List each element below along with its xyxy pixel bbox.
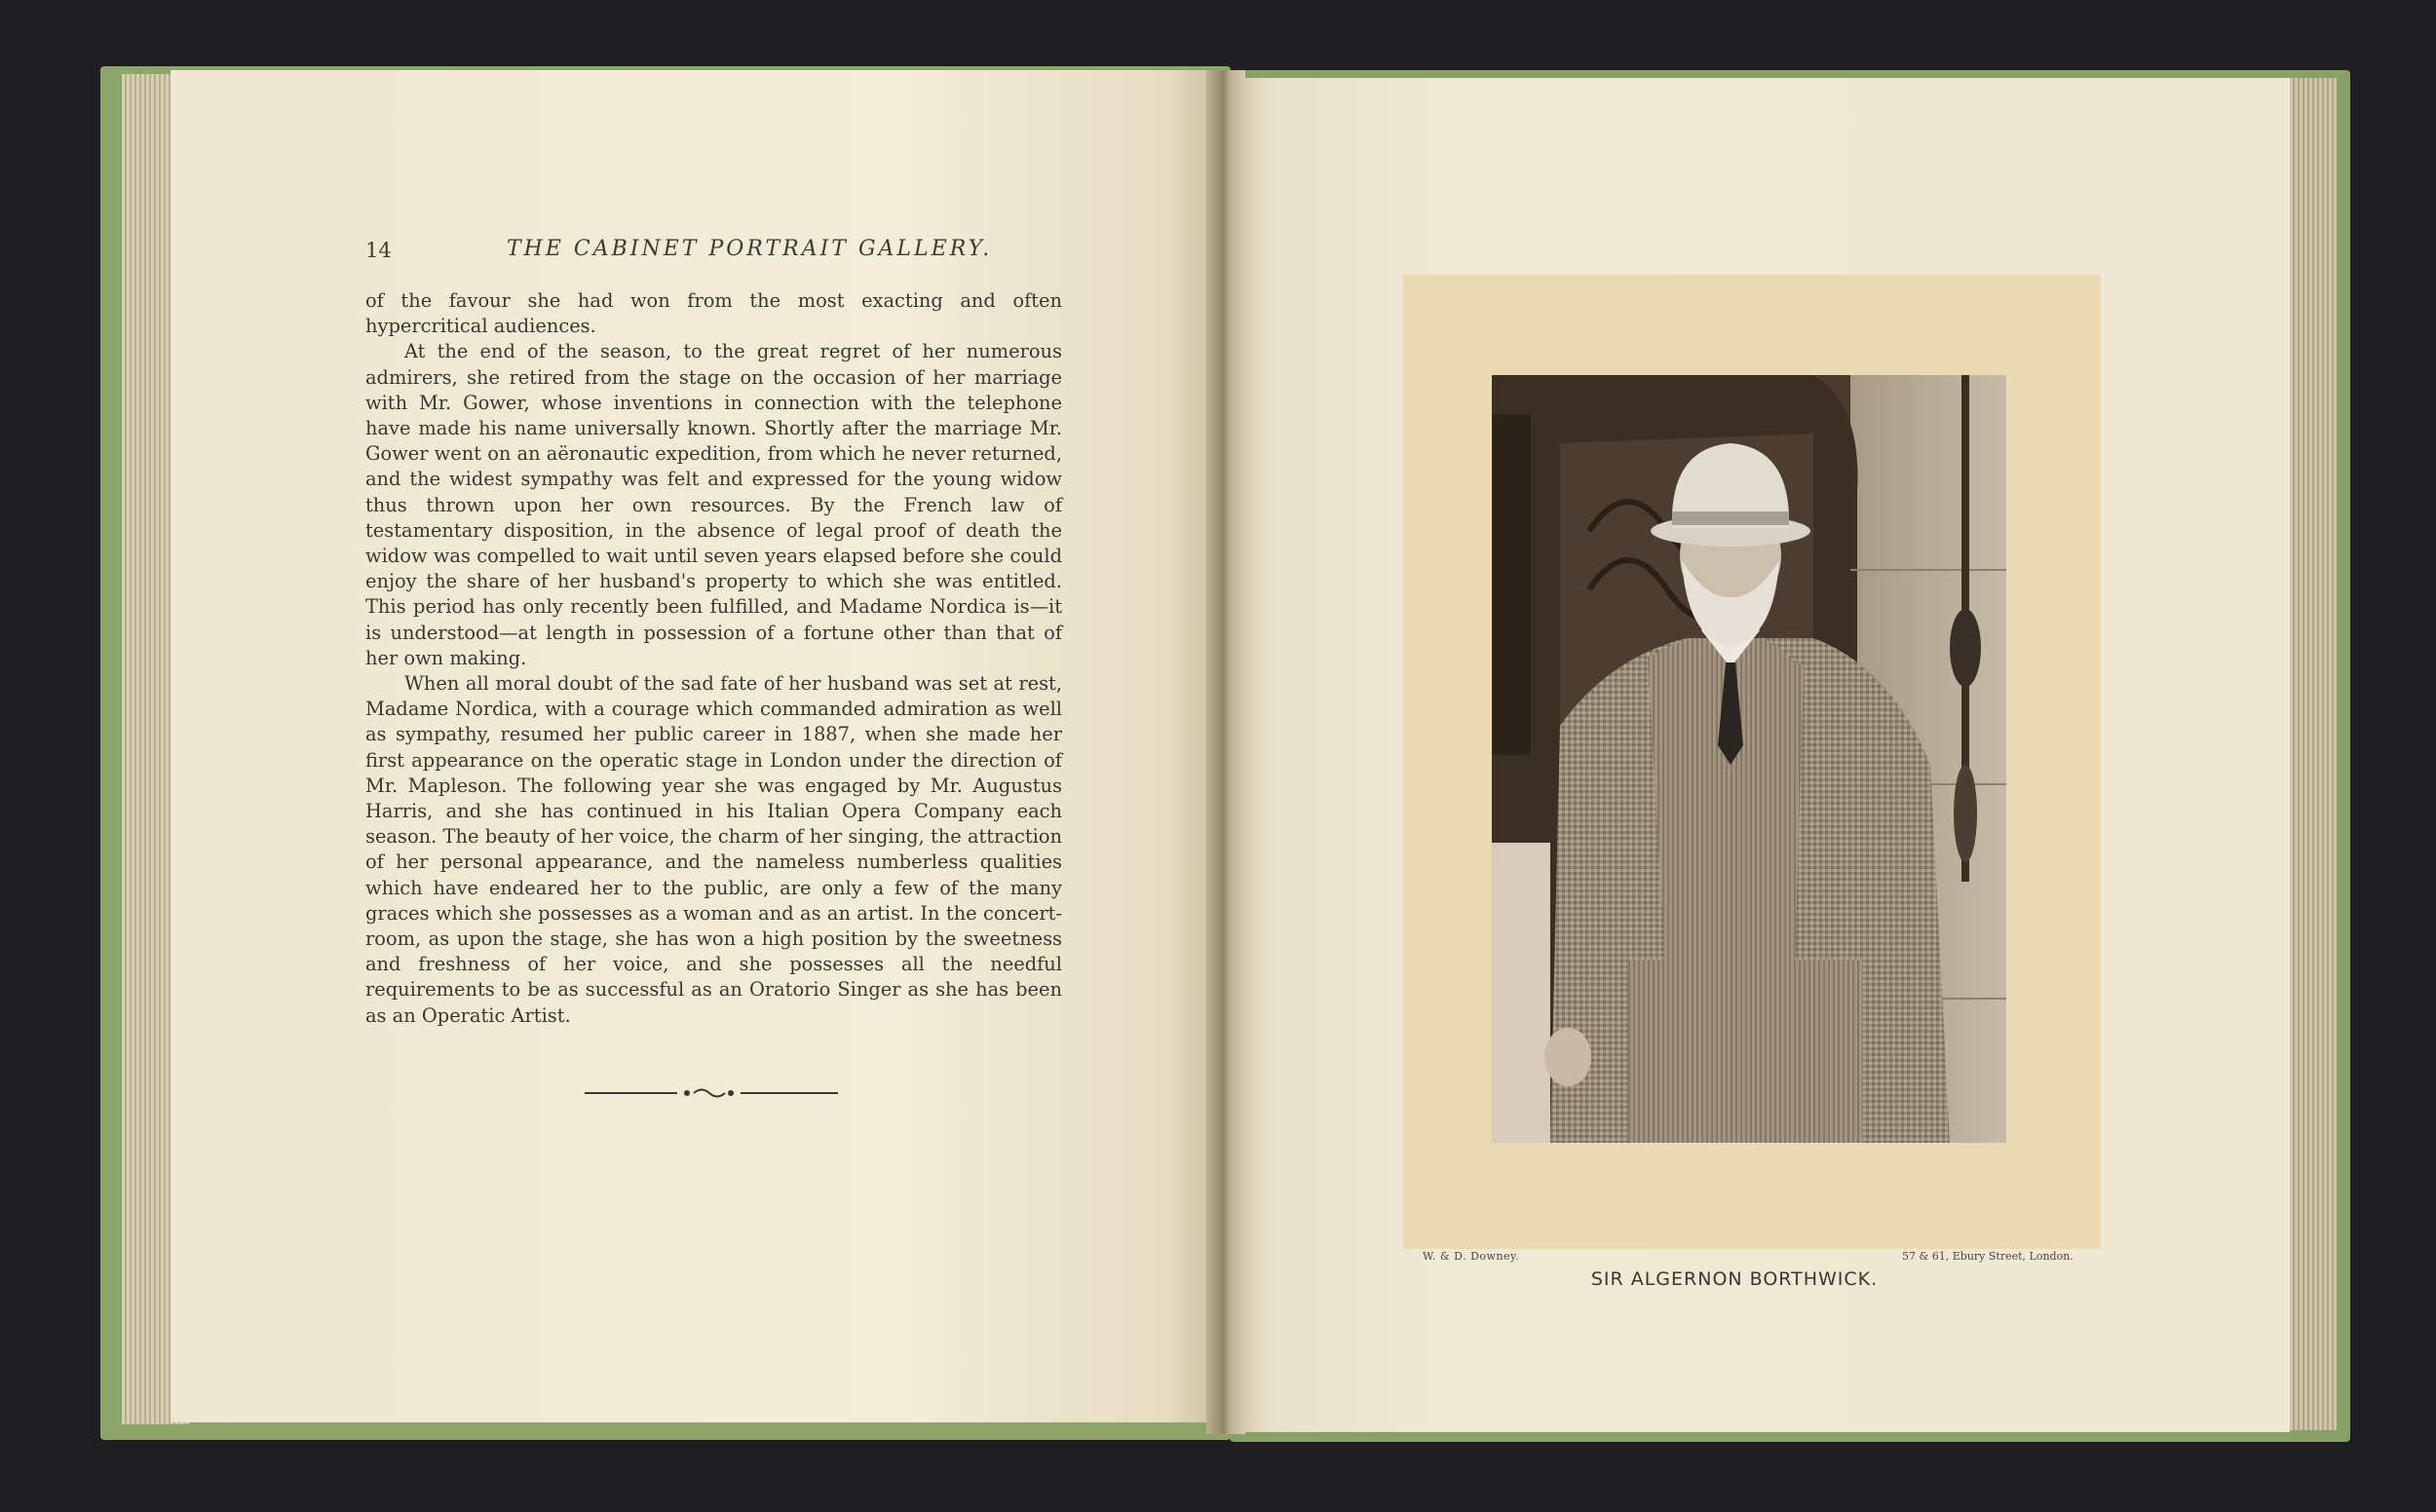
portrait-photo (1492, 375, 2006, 1143)
studio-address: 57 & 61, Ebury Street, London. (1902, 1250, 2074, 1263)
book-gutter (1206, 70, 1245, 1434)
paragraph-3: When all moral doubt of the sad fate of her husband was set at rest, Madame Nordica, with a courage which commanded admiration as well as sympathy, resumed her public career in 1887, when she made her first appearance on the operatic stage in London under the direction of Mr. Mapleson. The following year she was engaged by Mr. Augustus Harris, and she has continued in his Italian Opera Company each season. The beauty of her voice, the charm of her singing, the attraction of her personal appearance, and the nameless numberless qualities which have endeared her to the public, are only a few of the many graces which she possesses as a woman and as an artist. In the concert-room, as upon the stage, she has won a high position by the sweetness and freshness of her voice, and she possesses all the needful requirements to be as successful as an Oratorio Singer as she has been as an Operatic Artist. (365, 672, 1062, 1027)
paragraph-1: of the favour she had won from the most exacting and often hypercritical audiences. (365, 289, 1062, 338)
body-text (365, 288, 1062, 1029)
page-number: 14 (365, 239, 392, 262)
plate-title: SIR ALGERNON BORTHWICK. (1590, 1268, 1879, 1290)
running-title: THE CABINET PORTRAIT GALLERY. (507, 237, 993, 261)
page-header (365, 239, 1067, 274)
ornament-divider (585, 1085, 838, 1101)
paragraph-2: At the end of the season, to the great regret of her numerous admirers, she retired from the stage on the occasion of her marriage with Mr. Gower, whose inventions in connection with the telephone have made his name universally known. Shortly after the marriage Mr. Gower went on an aëronautic expedition, from which he never returned, and the widest sympathy was felt and expressed for the young widow thus thrown upon her own resources. By the French law of testamentary disposition, in the absence of legal proof of death the widow was compelled to wait until seven years elapsed before she could enjoy the share of her husband's property to which she was entitled. This period has only recently been fulfilled, and Madame Nordica is—it is understood—at length in possession of a fortune other than that of her own making. (365, 340, 1062, 669)
photographer-credit: W. & D. Downey. (1423, 1250, 1520, 1263)
